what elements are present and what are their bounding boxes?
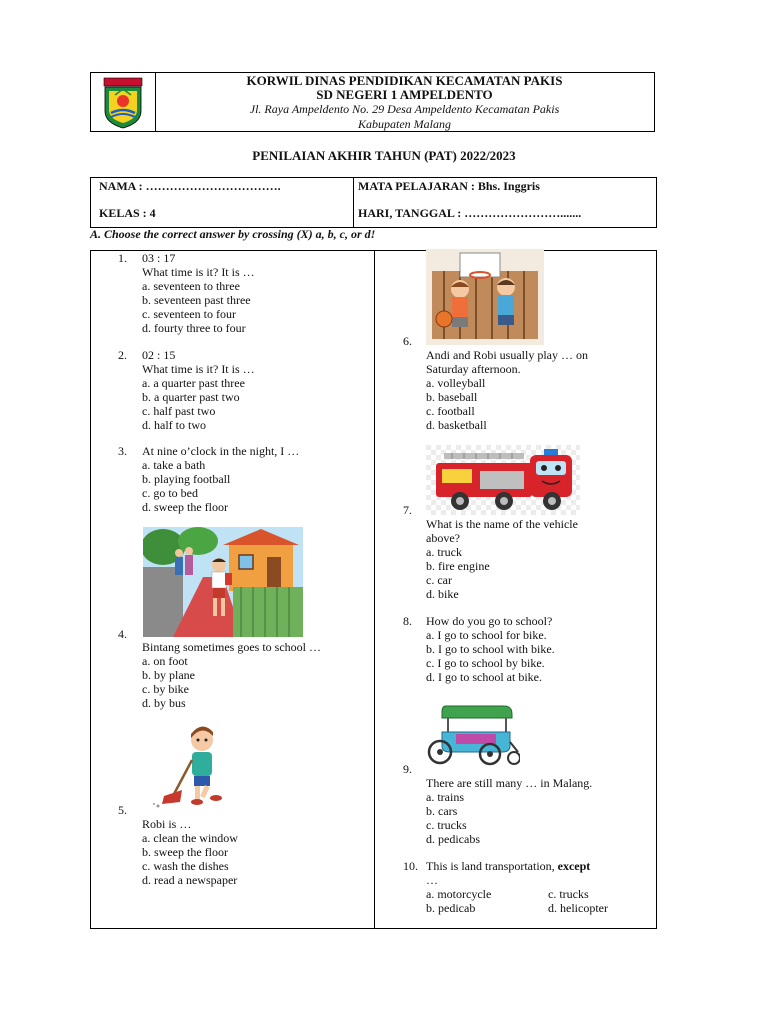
option-b[interactable]: b. by plane	[142, 668, 195, 682]
question-stem: What time is it? It is …	[142, 265, 255, 279]
option-d[interactable]: d. read a newspaper	[142, 873, 238, 887]
question-stem: Saturday afternoon.	[426, 362, 521, 376]
question-stem: 02 : 15	[142, 348, 176, 362]
school-header	[90, 72, 655, 132]
question-stem-text: This is land transportation,	[426, 859, 555, 873]
option-a[interactable]: a. on foot	[142, 654, 188, 668]
name-field[interactable]: NAMA : …………………………….	[99, 179, 281, 193]
question-number: 10.	[403, 859, 418, 873]
option-d[interactable]: d. fourty three to four	[142, 321, 246, 335]
option-b[interactable]: b. sweep the floor	[142, 845, 228, 859]
question-stem: What time is it? It is …	[142, 362, 255, 376]
option-c[interactable]: c. seventeen to four	[142, 307, 236, 321]
option-c[interactable]: c. car	[426, 573, 452, 587]
option-d[interactable]: d. basketball	[426, 418, 487, 432]
question-number: 6.	[403, 334, 412, 348]
option-a[interactable]: a. truck	[426, 545, 462, 559]
option-c[interactable]: c. football	[426, 404, 475, 418]
class-field: KELAS : 4	[99, 206, 156, 220]
identity-table	[90, 177, 657, 228]
question-stem-emphasis: except	[557, 859, 591, 873]
option-d[interactable]: d. pedicabs	[426, 832, 480, 846]
school-name: SD NEGERI 1 AMPELDENTO	[316, 87, 493, 102]
question-stem: …	[426, 873, 438, 887]
option-d[interactable]: d. I go to school at bike.	[426, 670, 542, 684]
identity-divider	[353, 178, 354, 227]
question-stem: above?	[426, 531, 460, 545]
pedicab-illustration	[426, 702, 520, 766]
date-field[interactable]: HARI, TANGGAL : …………………….......	[358, 206, 582, 220]
school-regency: Kabupaten Malang	[358, 117, 451, 131]
option-b[interactable]: b. cars	[426, 804, 458, 818]
question-stem: Robi is …	[142, 817, 192, 831]
question-number: 5.	[118, 803, 127, 817]
option-c[interactable]: c. I go to school by bike.	[426, 656, 545, 670]
question-stem: There are still many … in Malang.	[426, 776, 593, 790]
kids-basketball-illustration	[426, 249, 544, 345]
subject-field: MATA PELAJARAN : Bhs. Inggris	[358, 179, 540, 193]
boy-sweeping-illustration	[150, 722, 240, 812]
logo-cell	[91, 73, 156, 131]
option-c[interactable]: c. half past two	[142, 404, 216, 418]
option-a[interactable]: a. a quarter past three	[142, 376, 245, 390]
fire-engine-illustration	[426, 445, 580, 515]
option-a[interactable]: a. motorcycle	[426, 887, 492, 901]
column-divider	[374, 251, 375, 928]
question-stem	[426, 859, 590, 873]
question-number: 9.	[403, 762, 412, 776]
option-d[interactable]: d. by bus	[142, 696, 186, 710]
option-d[interactable]: d. helicopter	[548, 901, 608, 915]
agency-name: KORWIL DINAS PENDIDIKAN KECAMATAN PAKIS	[246, 73, 563, 88]
option-b[interactable]: b. baseball	[426, 390, 478, 404]
option-a[interactable]: a. volleyball	[426, 376, 486, 390]
option-b[interactable]: b. I go to school with bike.	[426, 642, 555, 656]
option-a[interactable]: a. clean the window	[142, 831, 238, 845]
question-number: 2.	[118, 348, 127, 362]
option-b[interactable]: b. fire engine	[426, 559, 490, 573]
option-a[interactable]: a. take a bath	[142, 458, 206, 472]
option-d[interactable]: d. bike	[426, 587, 459, 601]
question-number: 8.	[403, 614, 412, 628]
option-b[interactable]: b. playing football	[142, 472, 231, 486]
question-number: 1.	[118, 251, 127, 265]
question-number: 3.	[118, 444, 127, 458]
school-address: Jl. Raya Ampeldento No. 29 Desa Ampeldento Kecamatan Pakis	[249, 102, 560, 116]
question-number: 4.	[118, 627, 127, 641]
option-a[interactable]: a. trains	[426, 790, 464, 804]
question-number: 7.	[403, 503, 412, 517]
option-b[interactable]: b. seventeen past three	[142, 293, 251, 307]
question-stem: Bintang sometimes goes to school …	[142, 640, 321, 654]
walking-to-school-illustration	[143, 527, 303, 637]
option-c[interactable]: c. by bike	[142, 682, 189, 696]
option-c[interactable]: c. trucks	[548, 887, 589, 901]
option-c[interactable]: c. go to bed	[142, 486, 198, 500]
option-a[interactable]: a. I go to school for bike.	[426, 628, 547, 642]
question-stem: How do you go to school?	[426, 614, 553, 628]
option-c[interactable]: c. trucks	[426, 818, 467, 832]
instruction: A. Choose the correct answer by crossing (X) a, b, c, or d!	[90, 227, 376, 241]
question-stem: What is the name of the vehicle	[426, 517, 578, 531]
option-d[interactable]: d. sweep the floor	[142, 500, 228, 514]
option-a[interactable]: a. seventeen to three	[142, 279, 240, 293]
question-stem: 03 : 17	[142, 251, 176, 265]
question-stem: At nine o’clock in the night, I …	[142, 444, 300, 458]
header-text	[155, 73, 654, 131]
question-stem: Andi and Robi usually play … on	[426, 348, 588, 362]
option-b[interactable]: b. pedicab	[426, 901, 476, 915]
regency-logo-icon	[103, 77, 143, 129]
option-c[interactable]: c. wash the dishes	[142, 859, 229, 873]
exam-title: PENILAIAN AKHIR TAHUN (PAT) 2022/2023	[252, 148, 516, 163]
option-d[interactable]: d. half to two	[142, 418, 206, 432]
option-b[interactable]: b. a quarter past two	[142, 390, 240, 404]
